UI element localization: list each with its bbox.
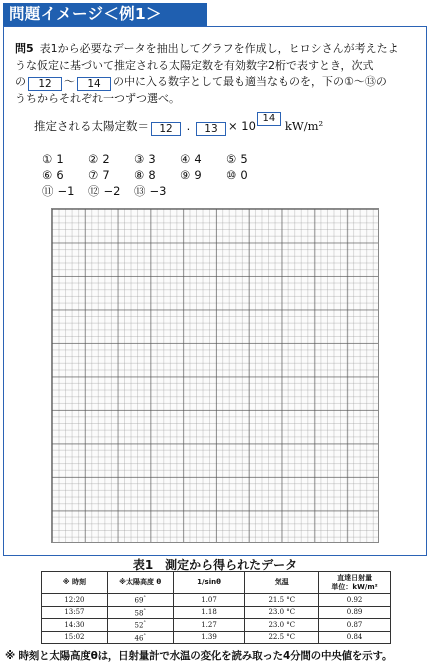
footnote: ※ 時刻と太陽高度θは，日射量計で水温の変化を読み取った4分間の中央値を示す。 xyxy=(5,650,393,662)
degree-mark: ° xyxy=(143,620,146,627)
question-line-3-post: の中に入る数字として最も適当なものを，下の①～⑬の xyxy=(113,75,387,88)
choices-row-2 xyxy=(42,167,272,183)
cell-temp: 23.0 °C xyxy=(245,606,319,619)
cell-inverse-sin: 1.18 xyxy=(173,606,245,619)
choice-value: 1 xyxy=(56,152,64,166)
cell-inverse-sin: 1.27 xyxy=(173,619,245,632)
choice-mark: ⑤ xyxy=(226,152,237,166)
col-header-unit: 単位：kW/m² xyxy=(331,582,378,591)
choice-value: −3 xyxy=(149,184,167,198)
page-header: 問題イメージ＜例1＞ xyxy=(3,3,207,26)
choice-item xyxy=(134,167,180,183)
formula-dot: . xyxy=(186,119,191,133)
choice-value: 9 xyxy=(194,168,202,182)
table-row xyxy=(42,594,391,607)
table-row xyxy=(42,631,391,644)
choice-mark: ⑫ xyxy=(88,184,100,198)
choice-item xyxy=(134,151,180,167)
cell-radiation: 0.89 xyxy=(319,606,391,619)
degree-mark: ° xyxy=(143,632,146,639)
answer-box-12: 12 xyxy=(28,77,62,91)
choice-value: 0 xyxy=(240,168,248,182)
cell-inverse-sin: 1.07 xyxy=(173,594,245,607)
cell-altitude: 52° xyxy=(107,619,173,632)
choice-value: 8 xyxy=(148,168,156,182)
degree-mark: ° xyxy=(143,595,146,602)
table-row xyxy=(42,606,391,619)
answer-box-14: 14 xyxy=(77,77,111,91)
choice-value: 3 xyxy=(148,152,156,166)
cell-temp: 21.5 °C xyxy=(245,594,319,607)
choice-item xyxy=(42,151,88,167)
choices-list xyxy=(42,151,272,199)
col-header-solar-altitude: ※太陽高度 θ xyxy=(107,572,173,594)
choice-item xyxy=(42,167,88,183)
choice-mark: ⑩ xyxy=(226,168,237,182)
choice-value: 5 xyxy=(240,152,248,166)
formula xyxy=(34,113,324,136)
choice-item xyxy=(88,183,134,199)
choice-item xyxy=(88,167,134,183)
choice-mark: ⑥ xyxy=(42,168,53,182)
question-line-3-pre: の xyxy=(15,75,26,88)
choice-value: 4 xyxy=(194,152,202,166)
choices-row-1 xyxy=(42,151,272,167)
choice-item xyxy=(180,151,226,167)
formula-box-12: 12 xyxy=(151,122,181,136)
choice-item xyxy=(226,167,272,183)
choice-value: 6 xyxy=(56,168,64,182)
data-table xyxy=(41,571,391,644)
cell-time: 12:20 xyxy=(42,594,108,607)
cell-time: 15:02 xyxy=(42,631,108,644)
choice-mark: ① xyxy=(42,152,53,166)
question-text xyxy=(15,41,419,108)
col-header-time: ※ 時刻 xyxy=(42,572,108,594)
choice-item xyxy=(180,167,226,183)
formula-times: × 10 xyxy=(227,119,256,133)
col-header-direct-radiation xyxy=(319,572,391,594)
choices-row-3 xyxy=(42,183,272,199)
cell-radiation: 0.87 xyxy=(319,619,391,632)
choice-value: −1 xyxy=(57,184,75,198)
col-header-inverse-sin: 1/sinθ xyxy=(173,572,245,594)
formula-exponent-box-14: 14 xyxy=(257,112,281,126)
choice-mark: ⑧ xyxy=(134,168,145,182)
choice-mark: ⑬ xyxy=(134,184,146,198)
choice-item xyxy=(42,183,88,199)
formula-label: 推定される太陽定数＝ xyxy=(34,119,149,133)
formula-unit: kW/m² xyxy=(284,119,324,133)
graph-paper xyxy=(51,208,379,543)
choice-mark: ⑪ xyxy=(42,184,54,198)
col-header-air-temp: 気温 xyxy=(245,572,319,594)
cell-temp: 22.5 °C xyxy=(245,631,319,644)
cell-radiation: 0.84 xyxy=(319,631,391,644)
question-line-4: うちからそれぞれ一つずつ選べ。 xyxy=(15,92,180,105)
choice-mark: ④ xyxy=(180,152,191,166)
table-header-row xyxy=(42,572,391,594)
choice-value: 2 xyxy=(102,152,110,166)
choice-value: 7 xyxy=(102,168,110,182)
cell-temp: 23.0 °C xyxy=(245,619,319,632)
table-caption: 表1 測定から得られたデータ xyxy=(132,558,298,572)
choice-item xyxy=(88,151,134,167)
cell-time: 14:30 xyxy=(42,619,108,632)
choice-mark: ② xyxy=(88,152,99,166)
formula-box-13: 13 xyxy=(196,122,226,136)
question-line-2: うな仮定に基づいて推定される太陽定数を有効数字2桁で表すとき，次式 xyxy=(15,58,374,72)
choice-mark: ③ xyxy=(134,152,145,166)
choice-mark: ⑨ xyxy=(180,168,191,182)
choice-mark: ⑦ xyxy=(88,168,99,182)
cell-altitude: 69° xyxy=(107,594,173,607)
choice-value: −2 xyxy=(103,184,121,198)
cell-radiation: 0.92 xyxy=(319,594,391,607)
choice-item xyxy=(134,183,180,199)
cell-time: 13:57 xyxy=(42,606,108,619)
cell-inverse-sin: 1.39 xyxy=(173,631,245,644)
question-number: 問5 xyxy=(15,42,34,55)
tilde: ～ xyxy=(64,75,75,88)
col-header-direct-radiation-label: 直達日射量 xyxy=(337,573,373,582)
choice-item xyxy=(226,151,272,167)
cell-altitude: 58° xyxy=(107,606,173,619)
degree-mark: ° xyxy=(143,607,146,614)
table-row xyxy=(42,619,391,632)
question-line-1: 表1から必要なデータを抽出してグラフを作成し，ヒロシさんが考えたよ xyxy=(39,42,399,55)
cell-altitude: 46° xyxy=(107,631,173,644)
